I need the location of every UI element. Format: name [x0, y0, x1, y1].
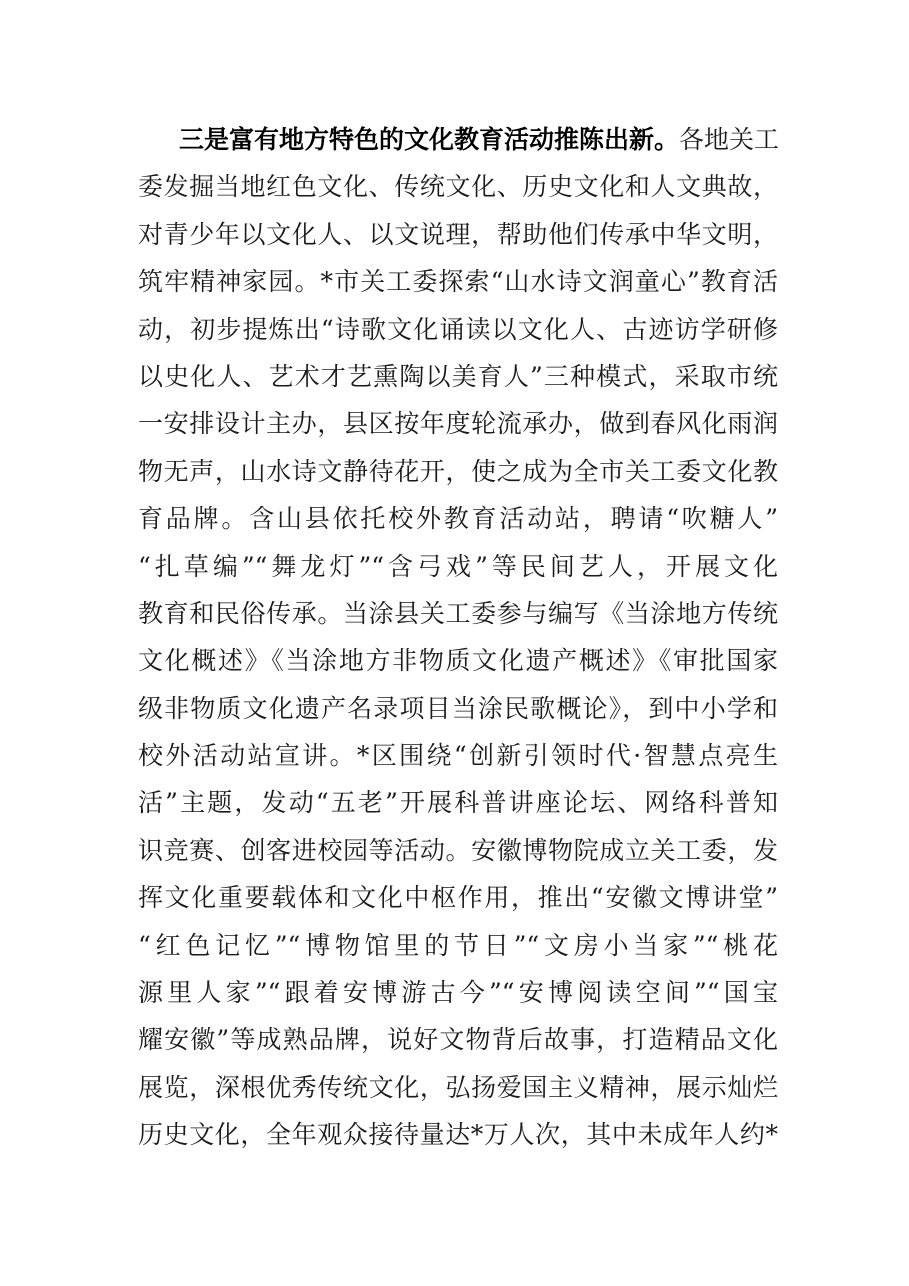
paragraph-line-22: 历史文化，全年观众接待量达*万人次，其中未成年人约*: [138, 1120, 778, 1150]
paragraph-line-9: 育品牌。含山县依托校外教育活动站，聘请“吹糖人”: [138, 504, 778, 534]
paragraph-line-21: 展览，深根优秀传统文化，弘扬爱国主义精神，展示灿烂: [138, 1072, 778, 1102]
paragraph-line-8: 物无声，山水诗文静待花开，使之成为全市关工委文化教: [138, 456, 778, 486]
body-paragraph: [138, 116, 778, 1159]
paragraph-line-16: 识竞赛、创客进校园等活动。安徽博物院成立关工委，发: [138, 835, 778, 865]
paragraph-line-1-rest: 各地关工: [679, 125, 780, 154]
paragraph-line-12: 文化概述》《当涂地方非物质文化遗产概述》《审批国家: [138, 646, 778, 676]
paragraph-line-4: 筑牢精神家园。*市关工委探索“山水诗文润童心”教育活: [138, 267, 778, 297]
paragraph-line-2: 委发掘当地红色文化、传统文化、历史文化和人文典故，: [138, 172, 778, 202]
paragraph-line-5: 动，初步提炼出“诗歌文化诵读以文化人、古迹访学研修: [138, 314, 778, 344]
paragraph-line-3: 对青少年以文化人、以文说理，帮助他们传承中华文明，: [138, 219, 778, 249]
paragraph-line-19: 源里人家”“跟着安博游古今”“安博阅读空间”“国宝: [138, 978, 778, 1008]
paragraph-line-18: “红色记忆”“博物馆里的节日”“文房小当家”“桃花: [138, 930, 778, 960]
paragraph-line-7: 一安排设计主办，县区按年度轮流承办，做到春风化雨润: [138, 409, 778, 439]
paragraph-line-20: 耀安徽”等成熟品牌，说好文物背后故事，打造精品文化: [138, 1025, 778, 1055]
paragraph-line-14: 校外活动站宣讲。*区围绕“创新引领时代·智慧点亮生: [138, 741, 778, 771]
paragraph-line-1: [138, 116, 778, 163]
paragraph-line-10: “扎草编”“舞龙灯”“含弓戏”等民间艺人，开展文化: [138, 551, 778, 581]
paragraph-line-11: 教育和民俗传承。当涂县关工委参与编写《当涂地方传统: [138, 598, 778, 628]
paragraph-line-15: 活”主题，发动“五老”开展科普讲座论坛、网络科普知: [138, 788, 778, 818]
paragraph-line-13: 级非物质文化遗产名录项目当涂民歌概论》，到中小学和: [138, 693, 778, 723]
paragraph-line-6: 以史化人、艺术才艺熏陶以美育人”三种模式，采取市统: [138, 361, 778, 391]
paragraph-lead-heading: 三是富有地方特色的文化教育活动推陈出新。: [179, 125, 680, 154]
paragraph-line-17: 挥文化重要载体和文化中枢作用，推出“安徽文博讲堂”: [138, 883, 778, 913]
